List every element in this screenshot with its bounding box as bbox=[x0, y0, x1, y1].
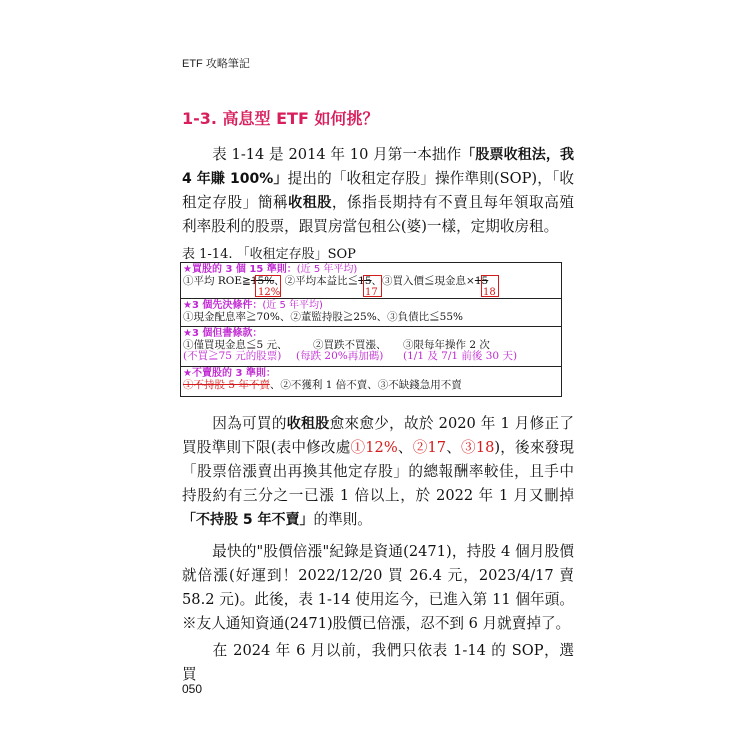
revised-value: 17 bbox=[365, 287, 378, 298]
book-title: 「股票收租法，我 4 年賺 100%」 bbox=[182, 147, 575, 187]
running-header: ETF 攻略筆記 bbox=[182, 58, 250, 70]
paragraph-1: 表 1-14 是 2014 年 10 月第一本拙作「股票收租法，我 4 年賺 100%」提出的「收租定存股」操作準則(SOP)，「收租定存股」簡稱收租股，係指長期持有不賣且每年領取高殖利率股利的股票，跟買房當包租公(婆)一樣，定期收房租。 bbox=[182, 146, 575, 235]
table-row-sell-rules bbox=[181, 367, 561, 394]
rule-line: ①平均 ROE≧15%、②平均本益比≦15、③買入價≦現金息×15 bbox=[183, 274, 489, 287]
rule-line: ①僅買現金息≦5 元、 ②買跌不買漲、 ③限每年操作 2 次 bbox=[183, 338, 490, 351]
row-heading: ★3 個但書條款： bbox=[183, 328, 263, 339]
rule-line: ①現金配息率≧70%、②董監持股≧25%、③負債比≦55% bbox=[183, 310, 464, 323]
rule-line: ①不持股 5 年不賣、②不獲利 1 倍不賣、③不缺錢急用不賣 bbox=[183, 378, 462, 391]
row-heading: ★3 個先決條件：(近 5 年平均) bbox=[183, 300, 323, 311]
deleted-rule: ①不持股 5 年不賣 bbox=[183, 378, 270, 391]
sop-table bbox=[180, 262, 562, 397]
rule-line: (不買≧75 元的股票) (每跌 20%再加碼) (1/1 及 7/1 前後 30 天) bbox=[183, 350, 518, 362]
term-bold: 收租股 bbox=[288, 195, 332, 211]
paragraph-3: 最快的"股價倍漲"紀錄是資通(2471)，持股 4 個月股價就倍漲(好運到！2022/12/20 買 26.4 元，2023/4/17 賣 58.2 元)。此後，表 1-14 使用迄今，已進入第 11 個年頭。※友人通知資通(2471)股價已倍漲，忍不到 6 月就賣掉了。 bbox=[182, 543, 574, 632]
revised-value: 12% bbox=[258, 287, 281, 298]
table-caption: 表 1-14. 「收租定存股」SOP bbox=[182, 247, 356, 262]
paragraph-4: 在 2024 年 6 月以前，我們只依表 1-14 的 SOP，選買 bbox=[182, 642, 574, 683]
table-row-buy-rules bbox=[181, 263, 561, 299]
section-title: 1-3. 高息型 ETF 如何挑？ bbox=[182, 109, 379, 128]
table-row-prerequisites bbox=[181, 299, 561, 327]
page-number: 050 bbox=[182, 682, 203, 696]
paragraph-2: 因為可買的收租股愈來愈少，故於 2020 年 1 月修正了買股準則下限(表中修改處①12%、②17、③18)，後來發現「股票倍漲賣出再換其他定存股」的總報酬率較佳，且手中持股約有三分之一已漲 1 倍以上，於 2022 年 1 月又刪掉「不持股 5 年不賣」的準則。 bbox=[182, 415, 575, 528]
row-heading: ★買股的 3 個 15 準則：(近 5 年平均) bbox=[183, 264, 358, 275]
revised-value: 18 bbox=[483, 287, 496, 298]
row-heading: ★不賣股的 3 準則： bbox=[183, 368, 276, 379]
table-row-provisos bbox=[181, 327, 561, 367]
